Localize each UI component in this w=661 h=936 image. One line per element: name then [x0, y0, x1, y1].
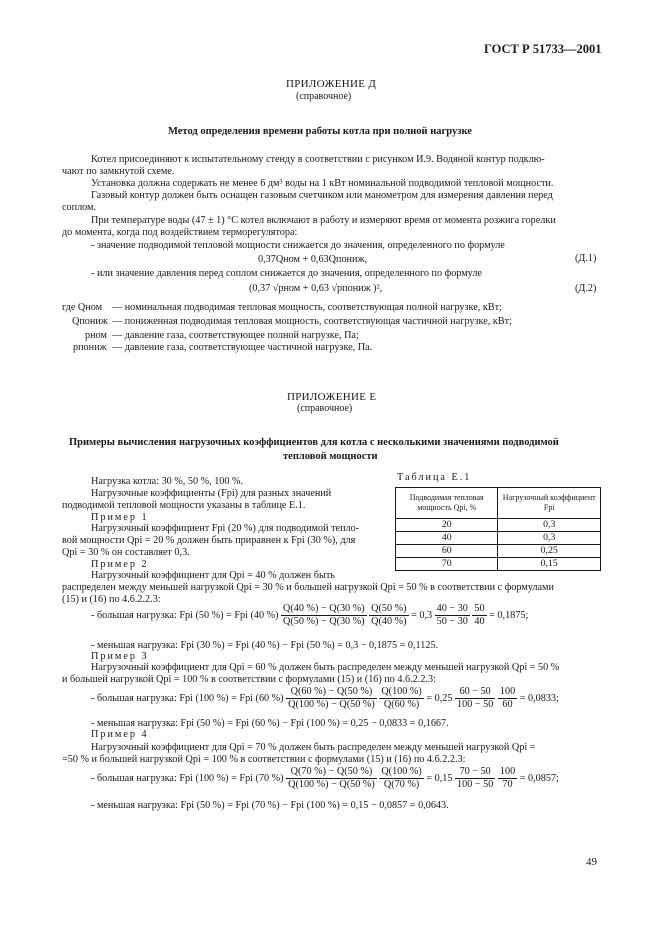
fraction	[379, 766, 423, 791]
fraction-numerator: 50	[474, 603, 485, 614]
fraction-numerator: Q(100 %)	[381, 766, 422, 777]
fraction-denominator: Q(40 %)	[371, 616, 407, 627]
table-cell: 0,25	[498, 545, 601, 558]
table-cell: 0,15	[498, 558, 601, 571]
fraction-numerator: Q(100 %)	[381, 686, 422, 697]
fraction	[286, 686, 377, 711]
paragraph-line: вой мощности Qpi = 20 % должен быть приравнен к Fpi (30 %), для	[62, 535, 356, 546]
fraction-numerator: 60 − 50	[455, 686, 495, 699]
formula-ex2-small: - меньшая нагрузка: Fpi (30 %) = Fpi (40 %) − Fpi (50 %) = 0,3 − 0,1875 = 0,1125.	[91, 640, 439, 651]
fraction-numerator: Q(40 %) − Q(30 %)	[283, 603, 365, 614]
paragraph-line: =50 % и большей нагрузкой Qpi = 100 % в соответствии с формулами (15) и (16) по 4.6.2.2.3:	[62, 754, 466, 765]
table-row	[396, 519, 601, 532]
paragraph-line: распределен между меньшей нагрузкой Qpi = 30 % и большей нагрузкой Qpi = 50 % в соответствии с формулами	[62, 582, 554, 593]
table-e1	[395, 487, 601, 571]
formula-ex3-small: - меньшая нагрузка: Fpi (50 %) = Fpi (60 %) − Fpi (100 %) = 0,25 − 0,0833 = 0,1667.	[91, 718, 449, 729]
fraction-denominator: 40	[474, 616, 485, 627]
formula-lhs: - большая нагрузка: Fpi (50 %) = Fpi (40 %)	[91, 609, 279, 621]
where-description: — пониженная подводимая тепловая мощность, соответствующая частичной нагрузке, кВт;	[112, 316, 512, 327]
table-header-row	[396, 488, 601, 519]
fraction-numerator: Q(50 %)	[371, 603, 407, 614]
example-title: Пример 4	[91, 729, 149, 740]
formula-result: = 0,0833;	[519, 692, 559, 704]
fraction	[379, 686, 423, 711]
fraction-denominator: 60	[502, 699, 513, 710]
where-symbol: pном	[85, 330, 107, 341]
fraction	[455, 766, 495, 791]
fraction-numerator: 100	[499, 686, 516, 697]
where-symbol: где Qном	[62, 302, 103, 313]
formula-lhs: - большая нагрузка: Fpi (100 %) = Fpi (60 %)	[91, 692, 284, 704]
paragraph-line: Котел присоединяют к испытательному стенду в соответствии с рисунком И.9. Водяной контур подклю-	[91, 154, 545, 165]
appendix-e-title: ПРИЛОЖЕНИЕ Е	[287, 391, 377, 403]
fraction-denominator: Q(70 %)	[383, 779, 420, 790]
where-description: — давление газа, соответствующее частичной нагрузке, Па.	[112, 342, 373, 353]
page-number: 49	[586, 856, 597, 868]
fraction	[435, 603, 470, 628]
fraction-denominator: Q(100 %) − Q(50 %)	[288, 779, 375, 790]
fraction	[281, 603, 367, 628]
fraction	[455, 686, 495, 711]
paragraph-line: (15) и (16) по 4.6.2.2.3:	[62, 594, 161, 605]
paragraph-line: Нагрузочные коэффициенты (Fpi) для разных значений	[91, 488, 332, 499]
fraction-numerator: 40 − 30	[436, 603, 468, 614]
formula-ex2-big	[91, 603, 528, 628]
table-cell: 60	[396, 545, 498, 558]
formula-ex4-big	[91, 766, 559, 791]
fraction-numerator: Q(60 %) − Q(50 %)	[286, 686, 377, 699]
example-title: Пример 1	[91, 512, 149, 523]
formula-ex3-big	[91, 686, 559, 711]
paragraph-line: чают по замкнутой схеме.	[62, 166, 175, 177]
where-symbol: pпониж	[73, 342, 107, 353]
paragraph-line: соплом.	[62, 202, 97, 213]
formula-coefficient: = 0,3	[411, 609, 433, 621]
formula-d2: (0,37 √pном + 0,63 √pпониж )²,	[249, 283, 383, 294]
paragraph-line: При температуре воды (47 ± 1) °С котел включают в работу и измеряют время от момента розжига горелки	[91, 215, 556, 226]
appendix-e-heading-line: Примеры вычисления нагрузочных коэффициентов для котла с несколькими значениями подводимой	[69, 437, 559, 448]
appendix-d-heading: Метод определения времени работы котла при полной нагрузке	[168, 126, 472, 137]
paragraph-line: Нагрузочный коэффициент для Qpi = 60 % должен быть распределен между меньшей нагрузкой Qpi = 50 %	[91, 662, 560, 673]
example-title: Пример 3	[91, 651, 149, 662]
table-cell: 0,3	[498, 519, 601, 532]
paragraph-line: Нагрузочный коэффициент для Qpi = 70 % должен быть распределен между меньшей нагрузкой Qpi =	[91, 742, 536, 753]
table-header-cell: Нагрузочный коэффициент Fpi	[498, 488, 601, 519]
fraction-denominator: 100 − 50	[457, 699, 494, 710]
fraction-denominator: Q(100 %) − Q(50 %)	[288, 699, 375, 710]
appendix-d-title: ПРИЛОЖЕНИЕ Д	[286, 78, 377, 90]
formula-result: = 0,1875;	[489, 609, 529, 621]
fraction	[472, 603, 486, 628]
where-description: — давление газа, соответствующее полной нагрузке, Па;	[112, 330, 359, 341]
paragraph-line: Qpi = 30 % он составляет 0,3.	[62, 547, 190, 558]
formula-result: = 0,0857;	[519, 772, 559, 784]
table-header-cell: Подводимая тепловая мощность Qpi, %	[396, 488, 498, 519]
table-cell: 40	[396, 532, 498, 545]
appendix-d-subtitle: (справочное)	[296, 91, 352, 102]
bullet-line: - или значение давления перед соплом снижается до значения, определенного по формуле	[91, 268, 482, 279]
appendix-e-subtitle: (справочное)	[297, 403, 353, 414]
appendix-e-heading-line: тепловой мощности	[283, 451, 378, 462]
example-title: Пример 2	[91, 559, 149, 570]
table-row	[396, 558, 601, 571]
fraction-numerator: Q(70 %) − Q(50 %)	[286, 766, 377, 779]
table-caption: Таблица Е.1	[397, 472, 472, 483]
fraction	[498, 686, 517, 711]
fraction-denominator: 70	[502, 779, 513, 790]
paragraph-line: Нагрузочный коэффициент Fpi (20 %) для подводимой тепло-	[91, 523, 360, 534]
fraction-denominator: Q(60 %)	[383, 699, 420, 710]
paragraph-line: и большей нагрузкой Qpi = 100 % в соответствии с формулами (15) и (16) по 4.6.2.2.3:	[62, 674, 436, 685]
table-cell: 0,3	[498, 532, 601, 545]
fraction	[369, 603, 408, 628]
fraction	[498, 766, 517, 791]
formula-lhs: - большая нагрузка: Fpi (100 %) = Fpi (70 %)	[91, 772, 284, 784]
paragraph-line: Нагрузочный коэффициент для Qpi = 40 % должен быть	[91, 570, 335, 581]
where-symbol: Qпониж	[72, 316, 108, 327]
formula-d2-number: (Д.2)	[575, 283, 597, 294]
bullet-line: - значение подводимой тепловой мощности снижается до значения, определенного по формуле	[91, 240, 505, 251]
fraction-denominator: 100 − 50	[457, 779, 494, 790]
paragraph-line: Установка должна содержать не менее 6 дм³ воды на 1 кВт номинальной подводимой тепловой мощности.	[91, 178, 554, 189]
fraction-numerator: 100	[499, 766, 516, 777]
fraction	[286, 766, 377, 791]
formula-ex4-small: - меньшая нагрузка: Fpi (50 %) = Fpi (70 %) − Fpi (100 %) = 0,15 − 0,0857 = 0,0643.	[91, 800, 449, 811]
formula-d1: 0,37Qном + 0,63Qпониж,	[258, 254, 368, 265]
document-id: ГОСТ Р 51733—2001	[484, 42, 602, 56]
fraction-denominator: 50 − 30	[436, 616, 468, 627]
paragraph-line: подводимой тепловой мощности указаны в таблице Е.1.	[62, 500, 306, 511]
fraction-denominator: Q(50 %) − Q(30 %)	[283, 616, 365, 627]
table-cell: 70	[396, 558, 498, 571]
fraction-numerator: 70 − 50	[455, 766, 495, 779]
paragraph-line: Нагрузка котла: 30 %, 50 %, 100 %.	[91, 476, 244, 487]
paragraph-line: Газовый контур должен быть оснащен газовым счетчиком или манометром для измерения давления перед	[91, 190, 553, 201]
formula-d1-number: (Д.1)	[575, 253, 597, 264]
table-cell: 20	[396, 519, 498, 532]
where-description: — номинальная подводимая тепловая мощность, соответствующая полной нагрузке, кВт;	[112, 302, 502, 313]
table-row	[396, 532, 601, 545]
formula-coefficient: = 0,15	[426, 772, 453, 784]
formula-coefficient: = 0,25	[426, 692, 453, 704]
table-row	[396, 545, 601, 558]
paragraph-line: до момента, когда под воздействием терморегулятора:	[62, 227, 298, 238]
